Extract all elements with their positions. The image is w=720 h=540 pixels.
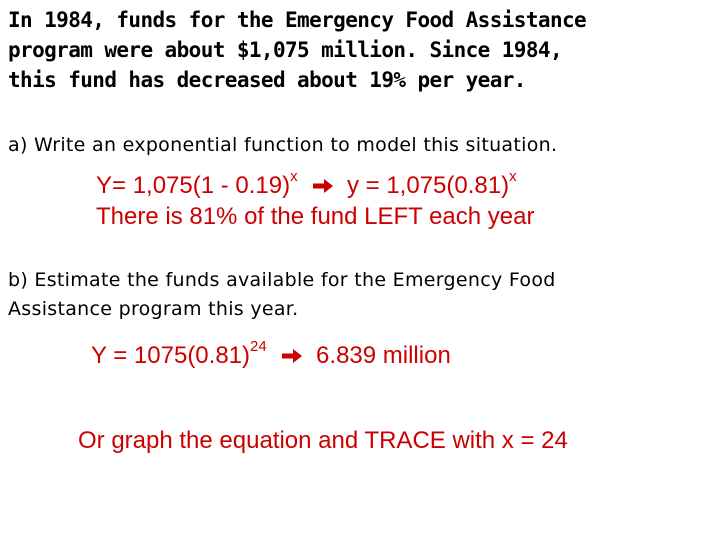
problem-statement xyxy=(8,5,720,95)
answer-a-explanation: There is 81% of the fund LEFT each year xyxy=(96,203,535,230)
right-arrow-icon xyxy=(312,178,334,194)
question-a: a) Write an exponential function to model this situation. xyxy=(8,134,558,156)
exponent: x xyxy=(290,168,298,185)
problem-line: program were about $1,075 million. Since 1984, xyxy=(8,38,562,62)
exponent: x xyxy=(509,168,517,185)
equation-left: Y = 1075(0.81) xyxy=(91,342,251,369)
equation-left: Y= 1,075(1 - 0.19) xyxy=(96,172,291,199)
question-b xyxy=(8,266,556,324)
exponent: 24 xyxy=(250,338,267,355)
problem-line: In 1984, funds for the Emergency Food Assistance xyxy=(8,8,587,32)
answer-b-equation xyxy=(91,340,451,371)
question-line: b) Estimate the funds available for the Emergency Food xyxy=(8,269,556,291)
answer-a-equation xyxy=(96,170,517,201)
question-line: Assistance program this year. xyxy=(8,298,299,320)
result: 6.839 million xyxy=(316,342,451,369)
answer-b-note: Or graph the equation and TRACE with x = 24 xyxy=(78,427,568,454)
equation-right: y = 1,075(0.81) xyxy=(346,172,510,199)
problem-line: this fund has decreased about 19% per year. xyxy=(8,68,526,92)
right-arrow-icon xyxy=(281,348,303,364)
